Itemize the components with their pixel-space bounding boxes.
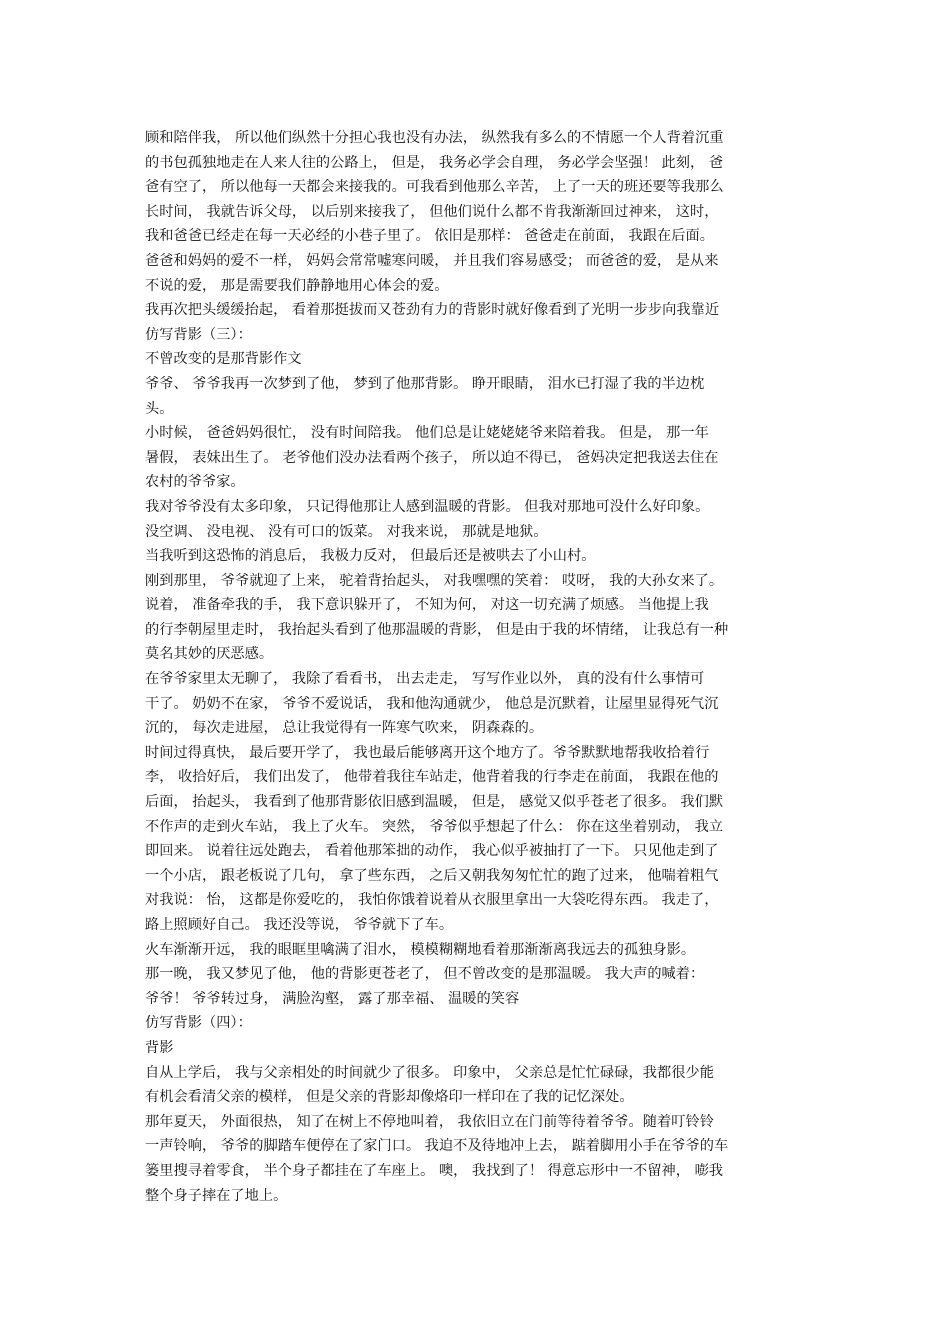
text-line: 路上照顾好自己。 我还没等说， 爷爷就下了车。: [145, 917, 454, 933]
text-line: 整个身子摔在了地上。: [145, 1187, 288, 1204]
text-line: 仿写背影（四）：: [145, 1015, 252, 1032]
text-line: 对我说： 怡， 这都是你爱吃的， 我怕你饿着说着从衣服里拿出一大袋吃得东西。 我走了，: [145, 892, 719, 909]
text-line: 顾和陪伴我， 所以他们纵然十分担心我也没有办法， 纵然我有多么的不情愿一个人背着沉重: [145, 130, 724, 146]
text-line: 刚到那里， 爷爷就迎了上来， 驼着背抬起头， 对我嘿嘿的笑着： 哎呀， 我的大孙女来了。: [145, 572, 724, 589]
text-line: 爸爸和妈妈的爱不一样， 妈妈会常常嘘寒问暖， 并且我们容易感受； 而爸爸的爱， 是从来: [145, 252, 719, 269]
text-line: 那年夏天， 外面很热， 知了在树上不停地叫着， 我依旧立在门前等待着爷爷。随着叮铃铃: [145, 1113, 714, 1130]
text-line: 莫名其妙的厌恶感。: [145, 646, 274, 663]
text-line: 的书包孤独地走在人来人往的公路上， 但是， 我务必学会自理， 务必学会坚强！ 此刻， 爸: [145, 154, 724, 171]
text-line: 爷爷、 爷爷我再一次梦到了他， 梦到了他那背影。 睁开眼睛， 泪水已打湿了我的半边枕: [145, 375, 705, 392]
text-line: 长时间， 我就告诉父母， 以后别来接我了， 但他们说什么都不肯我渐渐回过神来， 这时，: [145, 203, 719, 220]
text-line: 农村的爷爷家。: [145, 474, 245, 491]
document-page: [145, 126, 825, 1208]
text-line: 没空调、 没电视、 没有可口的饭菜。 对我来说， 那就是地狱。: [145, 523, 548, 540]
text-line: 在爷爷家里太无聊了， 我除了看看书， 出去走走， 写写作业以外， 真的没有什么事情可: [145, 671, 705, 688]
text-line: 即回来。 说着往远处跑去， 看着他那笨拙的动作， 我心似乎被抽打了一下。 只见他走到了: [145, 843, 719, 860]
text-line: 一个小店， 跟老板说了几句， 拿了些东西， 之后又朝我匆匆忙忙的跑了过来， 他喘着粗气: [145, 867, 719, 884]
text-line: 小时候， 爸爸妈妈很忙， 没有时间陪我。 他们总是让姥姥姥爷来陪着我。 但是， 那一年: [145, 425, 709, 442]
text-line: 背影: [145, 1039, 174, 1056]
text-line: 时间过得真快， 最后要开学了， 我也最后能够离开这个地方了。爷爷默默地帮我收拾着行: [145, 744, 710, 761]
text-line: 那一晚， 我又梦见了他， 他的背影更苍老了， 但不曾改变的是那温暖。 我大声的喊着：: [145, 966, 705, 983]
text-line: 当我听到这恐怖的消息后， 我极力反对， 但最后还是被哄去了小山村。: [145, 548, 596, 565]
text-line: 我和爸爸已经走在每一天必经的小巷子里了。 依旧是那样： 爸爸走在前面， 我跟在后面。: [145, 228, 714, 245]
text-line: 篓里搜寻着零食， 半个身子都挂在了车座上。 噢， 我找到了！ 得意忘形中一不留神， 嘭我: [145, 1162, 724, 1179]
text-line: 不作声的走到火车站， 我上了火车。 突然， 爷爷似乎想起了什么： 你在这坐着别动， 我立: [145, 818, 724, 835]
text-line: 说着， 准备牵我的手， 我下意识躲开了， 不知为何， 对这一切充满了烦感。 当他提上我: [145, 597, 709, 614]
text-line: 头。: [145, 400, 174, 417]
text-line: 我再次把头缓缓抬起， 看着那挺拔而又苍劲有力的背影时就好像看到了光明一步步向我靠近: [145, 302, 720, 319]
text-line: 自从上学后， 我与父亲相处的时间就少了很多。 印象中， 父亲总是忙忙碌碌，我都很少能: [145, 1064, 714, 1081]
text-line: 暑假， 表妹出生了。 老爷他们没办法看两个孩子， 所以迫不得已， 爸妈决定把我送去住在: [145, 449, 719, 466]
text-line: 李， 收拾好后， 我们出发了， 他带着我往车站走，他背着我的行李走在前面， 我跟在他的: [145, 769, 719, 786]
text-line: 火车渐渐开远， 我的眼眶里噙满了泪水， 模模糊糊地看着那渐渐离我远去的孤独身影。: [145, 941, 696, 958]
text-line: 爸有空了， 所以他每一天都会来接我的。可我看到他那么辛苦， 上了一天的班还要等我那么: [145, 179, 724, 196]
text-line: 干了。 奶奶不在家， 爷爷不爱说话， 我和他沟通就少， 他总是沉默着，让屋里显得死气沉: [145, 695, 719, 712]
text-line: 爷爷！ 爷爷转过身， 满脸沟壑， 露了那幸福、 温暖的笑容: [145, 990, 520, 1007]
text-line: 一声铃响， 爷爷的脚踏车便停在了家门口。 我迫不及待地冲上去， 踮着脚用小手在爷爷的车: [145, 1138, 729, 1155]
text-line: 的行李朝屋里走时， 我抬起头看到了他那温暖的背影， 但是由于我的坏情绪， 让我总有一种: [145, 621, 729, 638]
text-line: 不说的爱， 那是需要我们静静地用心体会的爱。: [145, 277, 449, 294]
text-line: 不曾改变的是那背影作文: [145, 351, 302, 368]
text-line: 仿写背影（三）：: [145, 326, 252, 343]
text-line: 有机会看清父亲的模样， 但是父亲的背影却像烙印一样印在了我的记忆深处。: [145, 1089, 634, 1106]
text-line: 后面， 抬起头， 我看到了他那背影依旧感到温暖， 但是， 感觉又似乎苍老了很多。 我们默: [145, 794, 724, 811]
text-line: 我对爷爷没有太多印象， 只记得他那让人感到温暖的背影。 但我对那地可没什么好印象。: [145, 498, 710, 515]
text-line: 沉的， 每次走进屋， 总让我觉得有一阵寒气吹来， 阴森森的。: [145, 720, 544, 737]
